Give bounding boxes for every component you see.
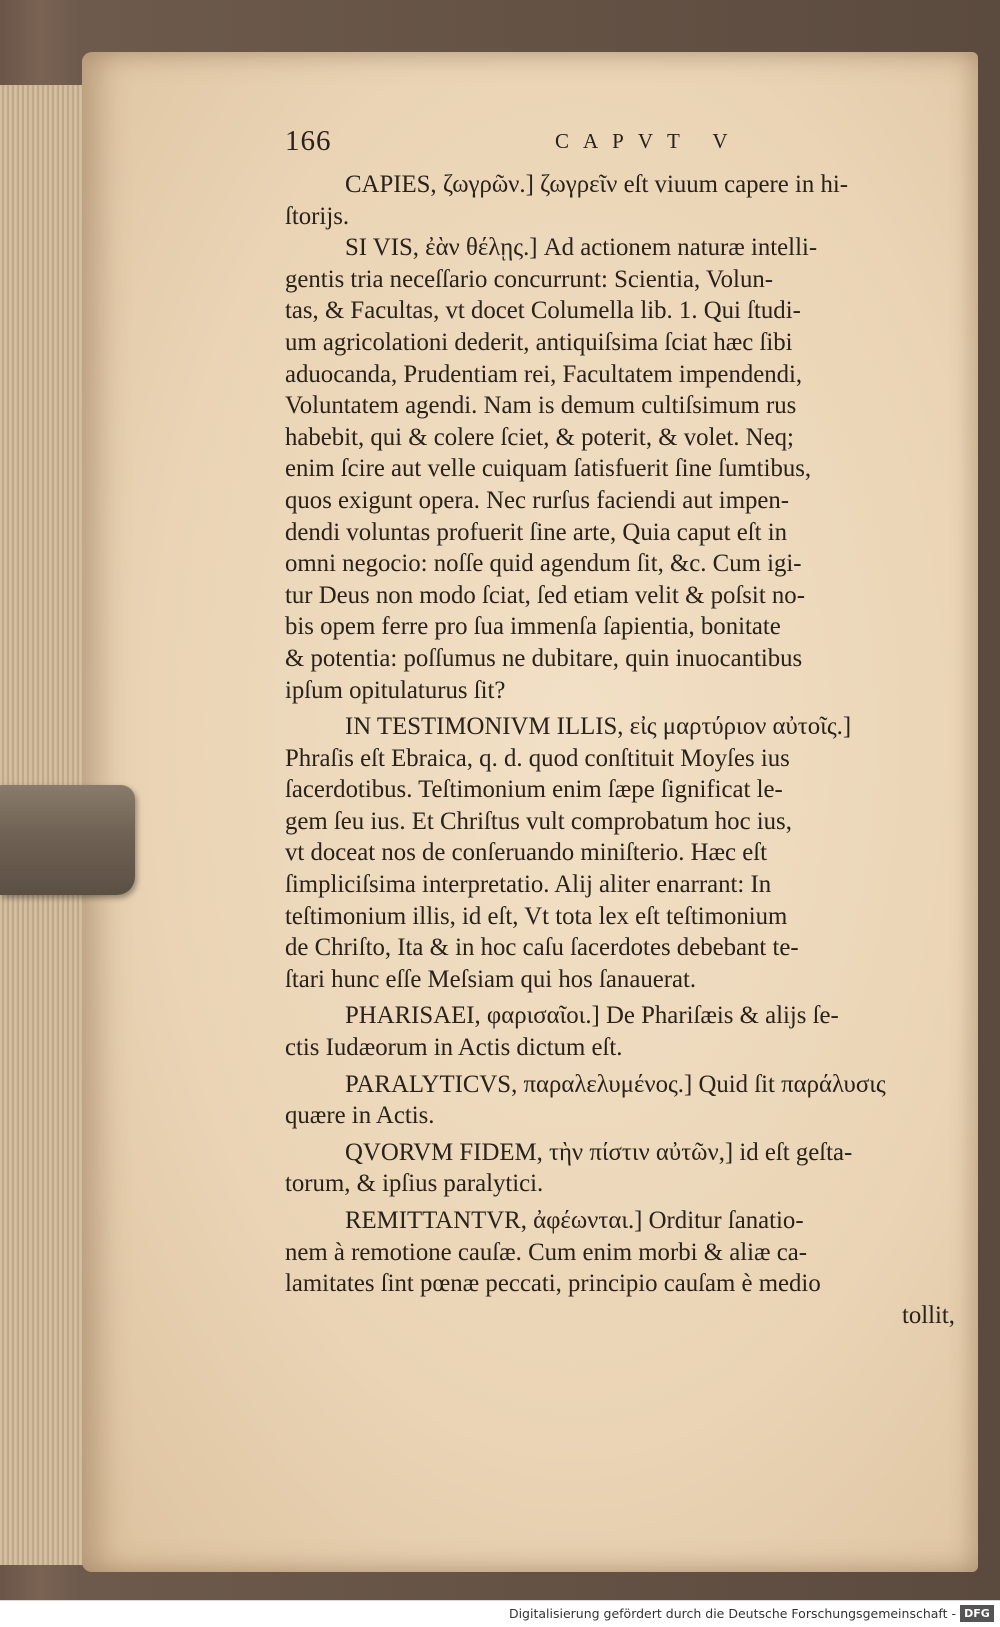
text-line: enim ſcire aut velle cuiquam ſatisfuerit ſine ſumtibus, — [285, 455, 812, 483]
text-line: tur Deus non modo ſciat, ſed etiam velit & poſsit no- — [285, 581, 805, 609]
text-line: omni negocio: noſſe quid agendum ſit, &c. Cum igi- — [285, 550, 802, 578]
text-line: CAPIES, ζωγρῶν.] ζωγρεῖν eſt viuum capere in hi- — [345, 171, 849, 198]
text-line: de Chriſto, Ita & in hoc caſu ſacerdotes debebant te- — [285, 934, 799, 962]
text-line: QVORVM FIDEM, τὴν πίστιν αὐτῶν,] id eſt geſta- — [345, 1138, 853, 1166]
text-line: vt doceat nos de conſeruando miniſterio. Hæc eſt — [285, 839, 768, 867]
funding-credit: Digitalisierung gefördert durch die Deutsche Forschungsgemeinschaft - — [508, 1606, 956, 1621]
text-line: ctis Iudæorum in Actis dictum eſt. — [285, 1034, 623, 1062]
text-line: gem ſeu ius. Et Chriſtus vult comprobatum hoc ius, — [285, 807, 792, 835]
text-line: gentis tria neceſſario concurrunt: Scientia, Volun- — [285, 265, 773, 293]
text-line: ſacerdotibus. Teſtimonium enim ſæpe ſignificat le- — [285, 776, 783, 804]
text-line: PARALYTICVS, παραλελυμένος.] Quid ſit παράλυσις — [345, 1070, 886, 1098]
text-line: IN TESTIMONIVM ILLIS, εἰς μαρτύριον αὐτοῖς.] — [345, 713, 852, 741]
text-line: dendi voluntas profuerit ſine arte, Quia caput eſt in — [285, 518, 787, 546]
text-line: quos exigunt opera. Nec rurſus faciendi aut impen- — [285, 486, 790, 514]
text-line: um agricolationi dederit, antiquiſsima ſciat hæc ſibi — [285, 328, 793, 356]
text-line: ſtari hunc eſſe Meſsiam qui hos ſanauerat. — [285, 965, 697, 993]
text-line: nem à remotione cauſæ. Cum enim morbi & aliæ ca- — [285, 1238, 807, 1266]
text-line: Voluntatem agendi. Nam is demum cultiſsimum rus — [285, 392, 797, 420]
text-line: PHARISAEI, φαρισαῖοι.] De Phariſæis & alijs ſe- — [345, 1002, 839, 1030]
clasp-strap — [0, 785, 135, 895]
text-line: lamitates ſint pœnæ peccati, principio cauſam è medio — [285, 1270, 821, 1298]
text-line: bis opem ferre pro ſua immenſa ſapientia, bonitate — [285, 613, 781, 641]
text-line: habebit, qui & colere ſciet, & poterit, & volet. Neq; — [285, 423, 794, 451]
digitization-footer — [0, 1600, 1000, 1627]
text-line: teſtimonium illis, id eſt, Vt tota lex eſt teſtimonium — [285, 902, 788, 930]
running-head: CAPVT V — [555, 129, 742, 153]
page-number: 166 — [285, 125, 332, 157]
text-block — [285, 125, 975, 1331]
text-line: REMITTANTVR, ἀφέωνται.] Orditur ſanatio- — [345, 1207, 804, 1234]
text-line: ſimpliciſsima interpretatio. Alij aliter enarrant: In — [285, 871, 772, 899]
text-line: quære in Actis. — [285, 1102, 435, 1130]
page-header — [285, 125, 975, 165]
text-line: torum, & ipſius paralytici. — [285, 1170, 544, 1198]
text-line: & potentia: poſſumus ne dubitare, quin inuocantibus — [285, 644, 803, 672]
dfg-logo: DFG — [960, 1605, 994, 1622]
text-line: aduocanda, Prudentiam rei, Facultatem impendendi, — [285, 360, 803, 388]
text-line: SI VIS, ἐὰν θέλῃς.] Ad actionem naturæ intelli- — [345, 234, 818, 262]
text-line: ſtorijs. — [285, 202, 350, 230]
catchword: tollit, — [901, 1301, 955, 1329]
text-line: ipſum opitulaturus ſit? — [285, 676, 506, 704]
text-line: Phraſis eſt Ebraica, q. d. quod conſtituit Moyſes ius — [285, 744, 790, 772]
text-line: tas, & Facultas, vt docet Columella lib. 1. Qui ſtudi- — [285, 297, 801, 325]
